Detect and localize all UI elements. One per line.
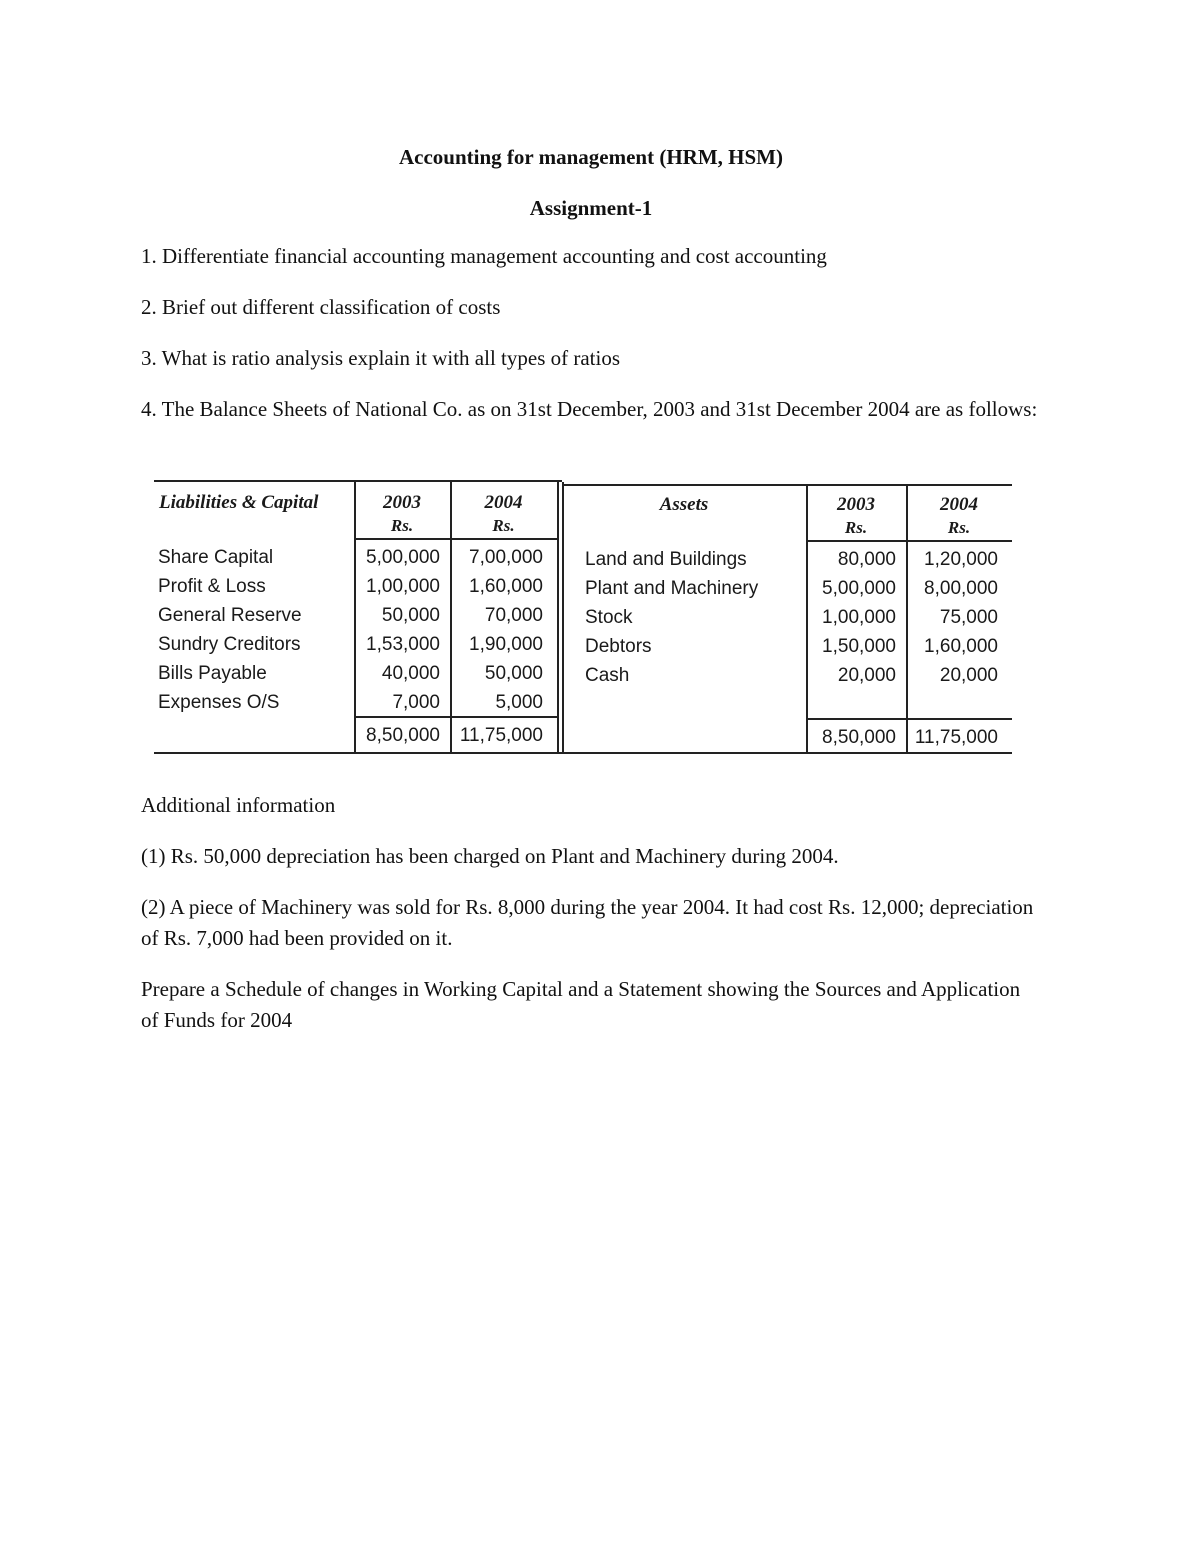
assets-total-2004: 11,75,000: [914, 727, 998, 748]
assets-total-2003: 8,50,000: [822, 727, 896, 748]
liability-2003: 5,00,000: [366, 547, 440, 568]
liability-2004: 5,000: [495, 692, 543, 713]
asset-name: Stock: [585, 607, 633, 628]
liability-name: Expenses O/S: [158, 692, 280, 713]
header-rule: [354, 538, 557, 540]
liability-2004: 70,000: [484, 605, 543, 626]
table-top-rule-left: [154, 480, 562, 482]
asset-2004: 1,60,000: [924, 636, 998, 657]
table-bottom-rule: [154, 752, 1012, 754]
header-2004-right: 2004: [940, 494, 978, 515]
question-3: 3. What is ratio analysis explain it with all types of ratios: [141, 346, 621, 370]
liability-2003: 1,00,000: [366, 576, 440, 597]
header-assets: Assets: [659, 494, 709, 515]
liabilities-total-2004: 11,75,000: [459, 725, 543, 746]
liability-name: Share Capital: [158, 547, 274, 568]
liabilities-total-2003: 8,50,000: [366, 725, 440, 746]
liability-name: Bills Payable: [158, 663, 267, 684]
header-rs-2003-right: Rs.: [844, 518, 868, 537]
liability-2003: 50,000: [381, 605, 440, 626]
asset-2003: 20,000: [837, 665, 896, 686]
header-rs-2004-left: Rs.: [492, 516, 515, 535]
header-rs-2003-left: Rs.: [390, 516, 414, 535]
liability-2003: 40,000: [381, 663, 440, 684]
liability-2003: 1,53,000: [366, 634, 440, 655]
liability-2004: 7,00,000: [469, 547, 543, 568]
header-2004-left: 2004: [484, 492, 523, 513]
asset-name: Debtors: [585, 636, 652, 657]
asset-2004: 75,000: [939, 607, 998, 628]
additional-item-1: (1) Rs. 50,000 depreciation has been charged on Plant and Machinery during 2004.: [141, 844, 839, 868]
asset-2003: 5,00,000: [822, 578, 896, 599]
liability-2003: 7,000: [392, 692, 440, 713]
header-2003-right: 2003: [837, 494, 875, 515]
asset-2004: 20,000: [939, 665, 998, 686]
table-divider: [562, 482, 564, 752]
balance-sheet-table: [154, 480, 1014, 756]
question-4: 4. The Balance Sheets of National Co. as on 31st December, 2003 and 31st December 2004 are as follows:: [141, 397, 1038, 421]
document-title: Accounting for management (HRM, HSM): [399, 145, 783, 169]
table-top-rule-right: [562, 484, 1012, 486]
header-rs-2004-right: Rs.: [947, 518, 971, 537]
additional-heading: Additional information: [141, 793, 336, 817]
question-2: 2. Brief out different classification of costs: [141, 295, 501, 319]
asset-2003: 80,000: [837, 549, 896, 570]
additional-item-2: (2) A piece of Machinery was sold for Rs. 8,000 during the year 2004. It had cost Rs. 12,000; depreciation of Rs. 7,000 had been provided on it.: [141, 895, 1034, 950]
question-1: 1. Differentiate financial accounting management accounting and cost accounting: [141, 244, 827, 268]
header-2003-left: 2003: [383, 492, 421, 513]
instruction: Prepare a Schedule of changes in Working Capital and a Statement showing the Sources and Application of Funds for 2004: [141, 977, 1021, 1032]
liability-name: General Reserve: [158, 605, 302, 626]
liability-2004: 1,60,000: [469, 576, 543, 597]
asset-2004: 1,20,000: [924, 549, 998, 570]
asset-2003: 1,50,000: [822, 636, 896, 657]
table-divider: [557, 482, 559, 752]
liability-name: Sundry Creditors: [158, 634, 301, 655]
liability-2004: 1,90,000: [469, 634, 543, 655]
asset-name: Land and Buildings: [585, 549, 747, 570]
liability-2004: 50,000: [484, 663, 543, 684]
asset-name: Cash: [585, 665, 630, 686]
asset-2003: 1,00,000: [822, 607, 896, 628]
asset-name: Plant and Machinery: [585, 578, 759, 599]
liability-name: Profit & Loss: [158, 576, 266, 597]
asset-2004: 8,00,000: [924, 578, 998, 599]
total-rule: [354, 716, 557, 718]
total-rule: [806, 718, 1012, 720]
document-subtitle: Assignment-1: [529, 196, 653, 220]
header-liabilities: Liabilities & Capital: [159, 492, 319, 513]
header-rule: [806, 540, 1012, 542]
